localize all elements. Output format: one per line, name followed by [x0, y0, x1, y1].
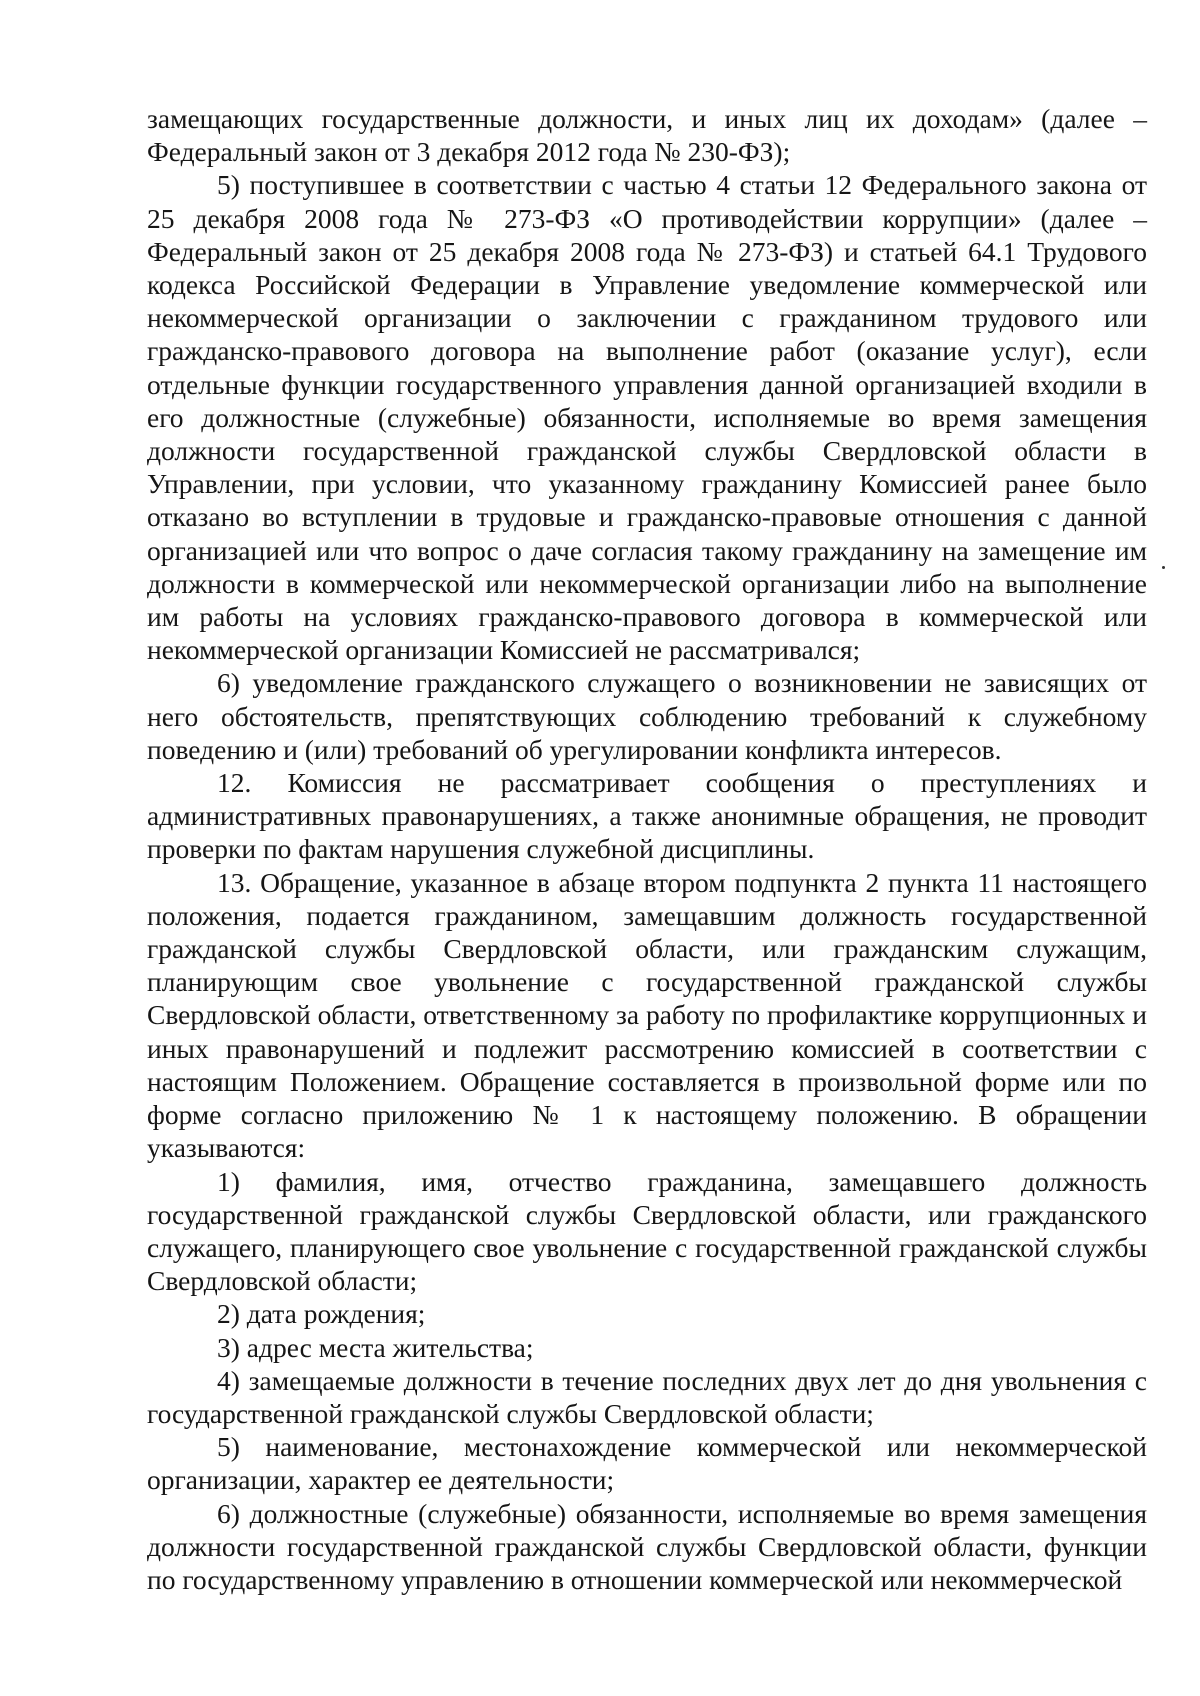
paragraph-continuation: замещающих государственные должности, и иных лиц их доходам» (далее – Федеральный закон от 3 декабря 2012 года № 230-ФЗ);	[147, 103, 1147, 168]
paragraph-item-5: 5) поступившее в соответствии с частью 4 статьи 12 Федерального закона от 25 декабря 2008 года № 273-ФЗ «О противодействии коррупции» (далее – Федеральный закон от 25 декабря 2008 года № 273-ФЗ) и статьей 64.1 Трудового кодекса Российской Федерации в Управление уведомление коммерческой или некоммерческой организации о заключении с гражданином трудового или гражданско-правового договора на выполнение работ (оказание услуг), если отдельные функции государственного управления данной организацией входили в его должностные (служебные) обязанности, исполняемые во время замещения должности государственной гражданской службы Свердловской области в Управлении, при условии, что указанному гражданину Комиссией ранее было отказано во вступлении в трудовые и гражданско-правовые отношения с данной организацией или что вопрос о даче согласия такому гражданину на замещение им должности в коммерческой или некоммерческой организации либо на выполнение им работы на условиях гражданско-правового договора в коммерческой или некоммерческой организации Комиссией не рассматривался;	[147, 169, 1147, 666]
paragraph-clause-12: 12. Комиссия не рассматривает сообщения о преступлениях и административных правонарушениях, а также анонимные обращения, не проводит проверки по фактам нарушения служебной дисциплины.	[147, 767, 1147, 865]
paragraph-item-6: 6) уведомление гражданского служащего о возникновении не зависящих от него обстоятельств, препятствующих соблюдению требований к служебному поведению и (или) требований об урегулировании конфликта интересов.	[147, 667, 1147, 765]
list-item-5: 5) наименование, местонахождение коммерческой или некоммерческой организации, характер ее деятельности;	[147, 1431, 1147, 1496]
paragraph-clause-13: 13. Обращение, указанное в абзаце втором подпункта 2 пункта 11 настоящего положения, подается гражданином, замещавшим должность государственной гражданской службы Свердловской области, или гражданским служащим, планирующим свое увольнение с государственной гражданской службы Свердловской области, ответственному за работу по профилактике коррупционных и иных правонарушений и подлежит рассмотрению комиссией в соответствии с настоящим Положением. Обращение составляется в произвольной форме или по форме согласно приложению № 1 к настоящему положению. В обращении указываются:	[147, 866, 1147, 1164]
list-item-4: 4) замещаемые должности в течение последних двух лет до дня увольнения с государственной гражданской службы Свердловской области;	[147, 1364, 1147, 1429]
document-page	[147, 102, 1147, 1596]
list-item-6: 6) должностные (служебные) обязанности, исполняемые во время замещения должности государственной гражданской службы Свердловской области, функции по государственному управлению в отношении коммерческой или некоммерческой	[147, 1497, 1147, 1595]
list-item-2: 2) дата рождения;	[217, 1298, 426, 1330]
list-item-3: 3) адрес места жительства;	[217, 1331, 534, 1363]
scan-speck	[1162, 566, 1165, 569]
list-item-1: 1) фамилия, имя, отчество гражданина, замещавшего должность государственной гражданской службы Свердловской области, или гражданского служащего, планирующего свое увольнение с государственной гражданской службы Свердловской области;	[147, 1165, 1147, 1297]
